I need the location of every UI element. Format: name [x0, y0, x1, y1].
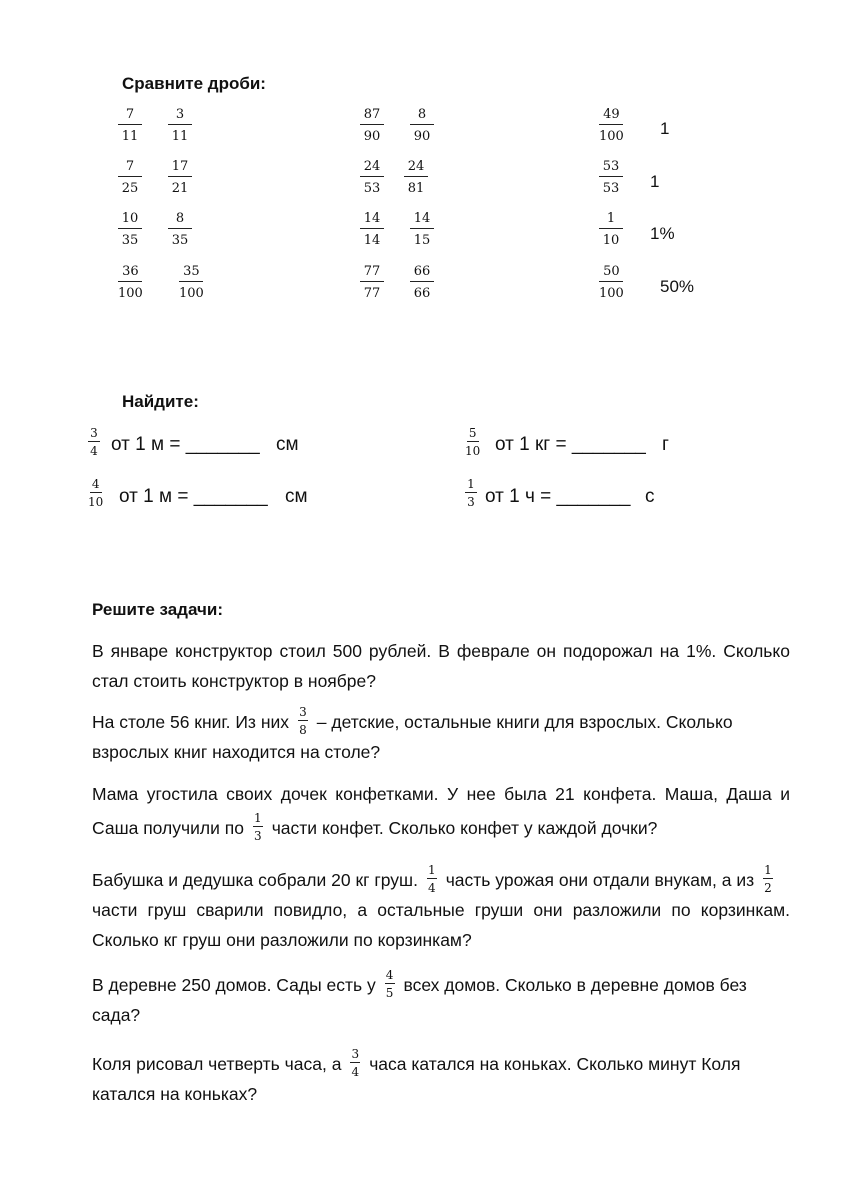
find-unit: см [276, 434, 299, 455]
task-text: Бабушка и дедушка собрали 20 кг груш. [92, 870, 418, 890]
compare-value: 50% [660, 277, 695, 296]
task-text: Коля рисовал четверть часа, а [92, 1054, 342, 1074]
task-text: На столе 56 книг. Из них [92, 712, 290, 732]
find-unit: с [645, 486, 655, 507]
task-text: Мама угостила своих дочек конфетками. У нее была 21 конфета. Маша, Даша и [92, 784, 790, 804]
fraction: $\frac{17}{21}$ [168, 160, 192, 195]
task-text: стал стоить конструктор в ноябре? [92, 671, 376, 691]
task-text: Саша получили по [92, 818, 244, 838]
task-text: В деревне 250 домов. Сады есть у [92, 975, 376, 995]
fraction: $\frac{4}{5}$ [385, 968, 394, 1001]
task-line [92, 865, 790, 895]
find-unit: см [285, 486, 308, 507]
task-text: сада? [92, 1005, 141, 1025]
fraction: $\frac{35}{100}$ [179, 264, 204, 301]
find-expression: от 1 м = _______ [119, 486, 268, 507]
fraction: $\frac{50}{100}$ [599, 264, 624, 301]
find-unit: г [662, 434, 669, 455]
fraction: $\frac{8}{35}$ [168, 212, 192, 247]
task-4 [92, 865, 790, 955]
fraction: $\frac{10}{35}$ [118, 212, 142, 247]
task-text: катался на коньках? [92, 1084, 258, 1104]
fraction: $\frac{1}{4}$ [427, 863, 436, 896]
fraction: $\frac{3}{4}$ [88, 427, 100, 457]
find-expression: от 1 м = _______ [111, 434, 260, 455]
task-line [92, 970, 790, 1000]
task-text: всех домов. Сколько в деревне домов без [403, 975, 747, 995]
fraction: $\frac{1}{2}$ [764, 863, 772, 896]
task-text: – детские, остальные книги для взрослых. Сколько [316, 712, 733, 732]
fraction: $\frac{4}{10}$ [88, 477, 104, 509]
task-text: часа катался на коньках. Сколько минут Коля [369, 1054, 741, 1074]
fraction: $\frac{7}{11}$ [118, 108, 142, 143]
fraction: $\frac{14}{14}$ [360, 212, 384, 247]
find-heading: Найдите: [122, 392, 199, 411]
find-expression: от 1 кг = _______ [495, 434, 646, 455]
task-1 [92, 636, 790, 696]
fraction: $\frac{24}{81}$ [404, 160, 428, 195]
fraction: $\frac{1}{3}$ [465, 478, 477, 508]
task-line [92, 813, 790, 843]
fraction: $\frac{87}{90}$ [360, 108, 384, 143]
compare-heading: Сравните дроби: [122, 74, 266, 93]
fraction: $\frac{24}{53}$ [360, 160, 384, 195]
task-text: части груш сварили повидло, а остальные груши они разложили по корзинкам. [92, 900, 790, 920]
fraction: $\frac{3}{8}$ [299, 705, 307, 738]
find-expression: от 1 ч = _______ [485, 486, 631, 507]
compare-value: 1 [650, 172, 660, 191]
fraction: $\frac{5}{10}$ [465, 426, 481, 458]
task-line [92, 707, 790, 737]
tasks-heading: Решите задачи: [92, 600, 223, 619]
task-line [92, 1049, 790, 1079]
task-3 [92, 779, 790, 844]
task-6 [92, 1049, 790, 1109]
fraction: $\frac{1}{3}$ [253, 811, 262, 844]
task-text: части конфет. Сколько конфет у каждой дочки? [271, 818, 658, 838]
task-5 [92, 970, 790, 1030]
fraction: $\frac{49}{100}$ [599, 107, 624, 144]
fraction: $\frac{14}{15}$ [410, 212, 434, 247]
task-text: взрослых книг находится на столе? [92, 742, 381, 762]
fraction: $\frac{36}{100}$ [118, 264, 143, 301]
fraction: $\frac{3}{4}$ [351, 1047, 360, 1080]
task-text: В январе конструктор стоил 500 рублей. В феврале он подорожал на 1%. Сколько [92, 641, 790, 661]
compare-value: 1 [660, 119, 670, 138]
fraction: $\frac{1}{10}$ [599, 212, 623, 247]
fraction: $\frac{3}{11}$ [168, 108, 192, 143]
fraction: $\frac{8}{90}$ [410, 108, 434, 143]
fraction: $\frac{7}{25}$ [118, 160, 142, 195]
task-2 [92, 707, 790, 767]
task-text: часть урожая они отдали внукам, а из [445, 870, 755, 890]
fraction: $\frac{53}{53}$ [599, 160, 623, 195]
fraction: $\frac{66}{66}$ [410, 265, 434, 300]
task-text: Сколько кг груш они разложили по корзинкам? [92, 930, 472, 950]
fraction: $\frac{77}{77}$ [360, 265, 384, 300]
compare-value: 1% [650, 224, 675, 243]
